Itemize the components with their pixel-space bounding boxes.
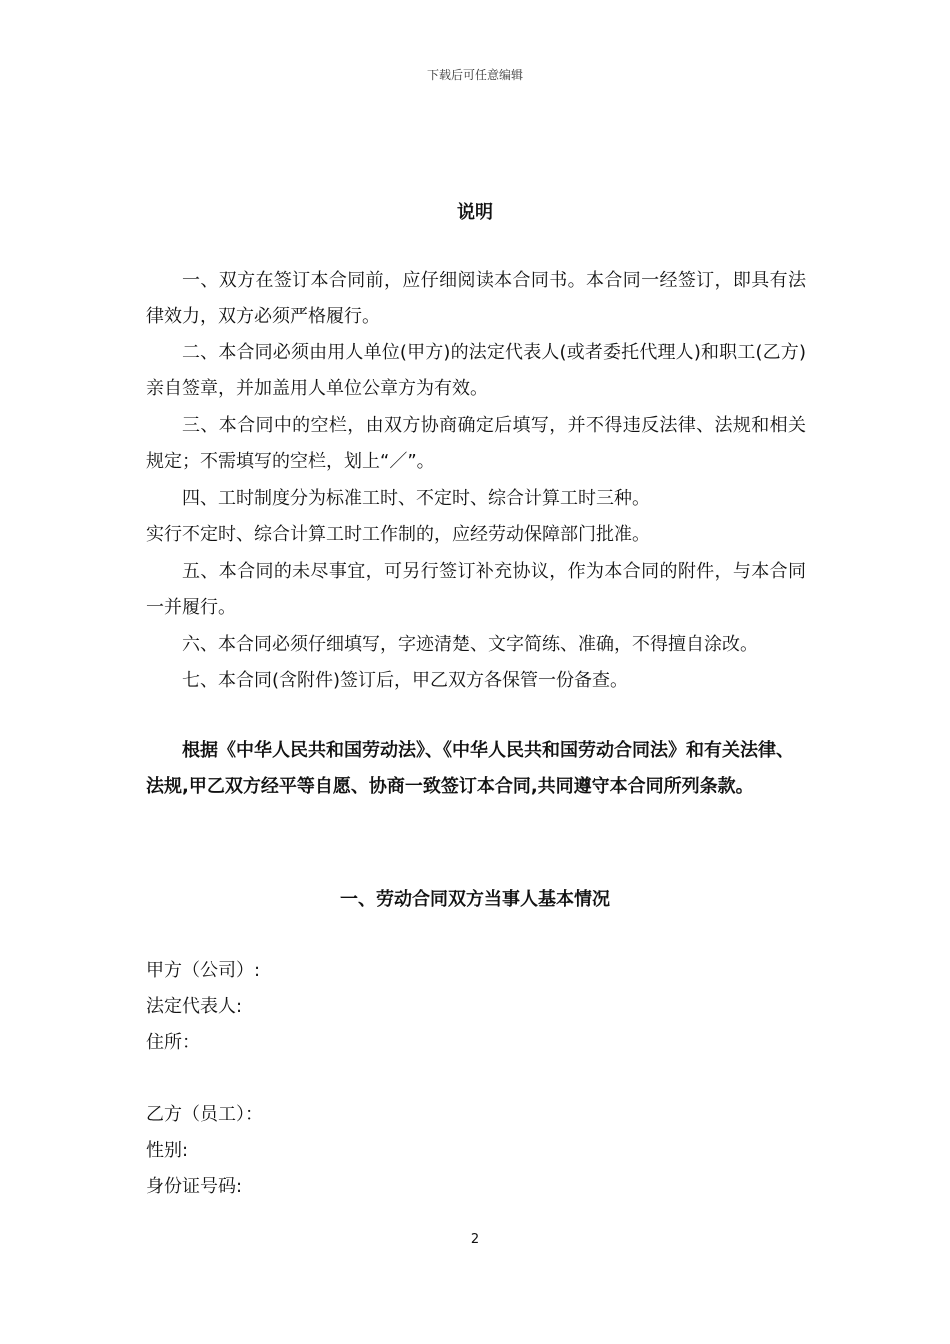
preamble: 根据《中华人民共和国劳动法》、《中华人民共和国劳动合同法》和有关法律、法规,甲乙双方经平等自愿、协商一致签订本合同,共同遵守本合同所列条款。 [146, 740, 794, 797]
party-b-employee-label: 乙方（员工）： [146, 1104, 263, 1125]
party-a-address-label: 住所： [146, 1032, 200, 1053]
instruction-7: 七、本合同(含附件)签订后，甲乙双方各保管一份备查。 [182, 670, 629, 691]
party-a-company-label: 甲方（公司）: [146, 960, 261, 981]
instruction-5: 五、本合同的未尽事宜，可另行签订补充协议，作为本合同的附件，与本合同一并履行。 [146, 561, 806, 618]
instruction-1: 一、双方在签订本合同前，应仔细阅读本合同书。本合同一经签订，即具有法律效力，双方必须严格履行。 [146, 270, 806, 327]
header-note: 下载后可任意编辑 [426, 68, 523, 82]
instruction-4-continuation: 实行不定时、综合计算工时工作制的，应经劳动保障部门批准。 [146, 524, 650, 545]
instruction-2: 二、本合同必须由用人单位(甲方)的法定代表人(或者委托代理人)和职工(乙方)亲自签章，并加盖用人单位公章方为有效。 [146, 342, 806, 399]
party-a-legal-rep-label: 法定代表人: [146, 996, 243, 1017]
instruction-6: 六、本合同必须仔细填写，字迹清楚、文字简练、准确，不得擅自涂改。 [182, 634, 758, 655]
party-b-gender-label: 性别: [146, 1140, 189, 1161]
page-number: 2 [470, 1232, 480, 1247]
instruction-3: 三、本合同中的空栏，由双方协商确定后填写，并不得违反法律、法规和相关规定；不需填写的空栏，划上“／”。 [146, 415, 806, 472]
instruction-4: 四、工时制度分为标准工时、不定时、综合计算工时三种。 [182, 488, 650, 509]
party-b-id-label: 身份证号码: [146, 1176, 243, 1197]
page-title: 说明 [457, 202, 493, 223]
section-title: 一、劳动合同双方当事人基本情况 [340, 889, 610, 910]
